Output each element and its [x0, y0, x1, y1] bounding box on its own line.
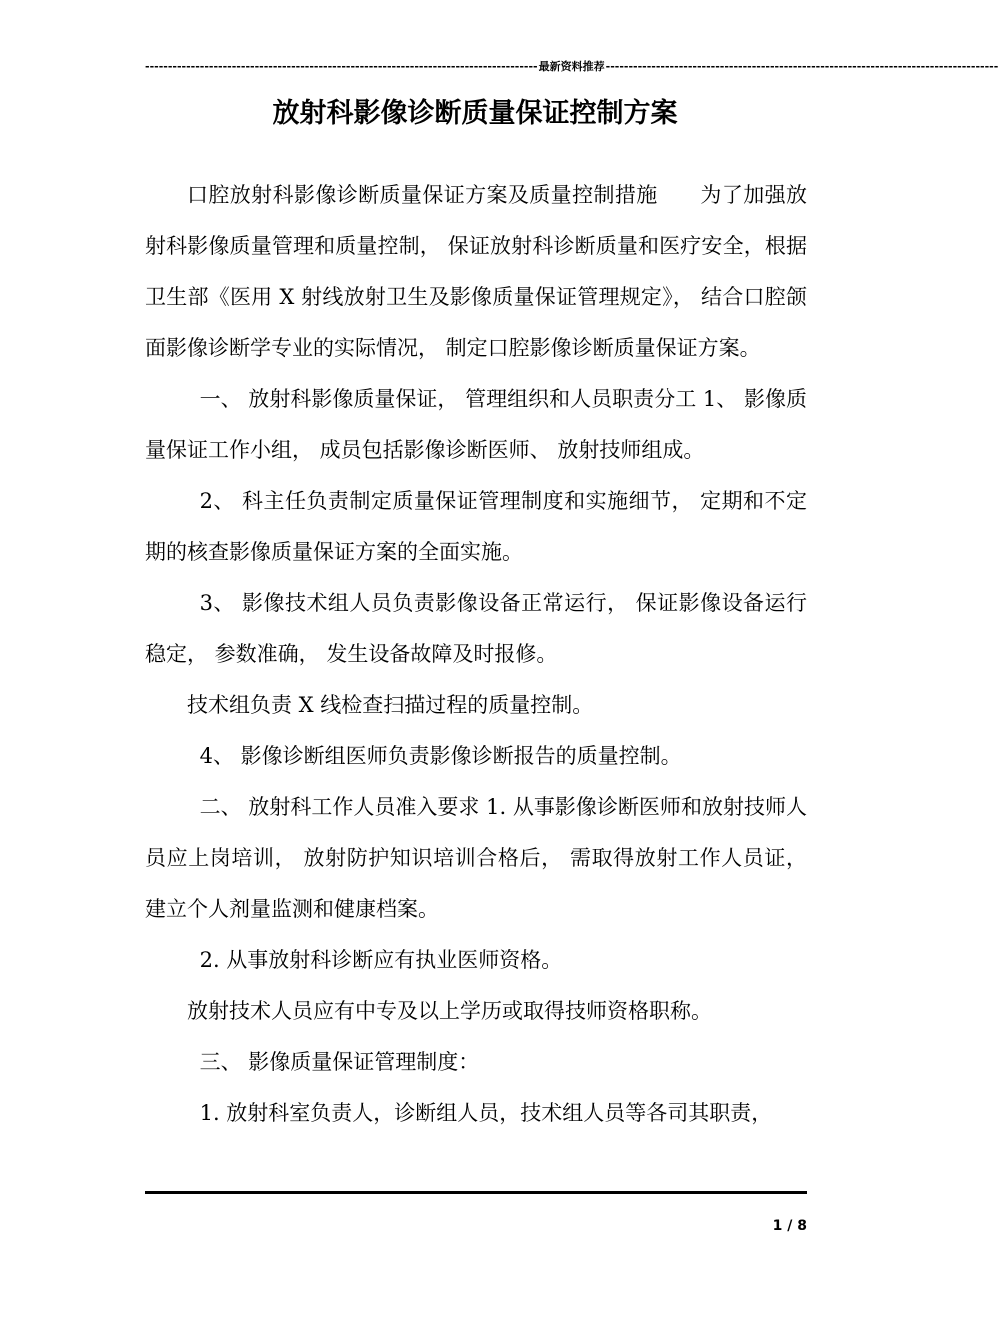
page-header: [145, 58, 998, 76]
paragraph-section-3: 三、 影像质量保证管理制度：: [199, 1050, 480, 1074]
paragraph-tech-staff: 放射技术人员应有中专及以上学历或取得技师资格职称。: [187, 999, 712, 1023]
footer-divider: [145, 1191, 807, 1194]
header-dashes-right: --------------------------------------------------------------------------------------: [605, 60, 998, 73]
header-label: 最新资料推荐: [538, 60, 605, 73]
document-title: 放射科影像诊断质量保证控制方案: [272, 98, 678, 129]
paragraph-section-1: 一、 放射科影像质量保证， 管理组织和人员职责分工 1、 影像质量保证工作小组， 成员包括影像诊断医师、 放射技师组成。: [145, 387, 807, 462]
paragraph-item-2: 2、 科主任负责制定质量保证管理制度和实施细节， 定期和不定期的核查影像质量保证方案的全面实施。: [145, 489, 807, 564]
paragraph-item-3: 3、 影像技术组人员负责影像设备正常运行， 保证影像设备运行稳定， 参数准确， 发生设备故障及时报修。: [145, 591, 807, 666]
paragraph-section-2: 二、 放射科工作人员准入要求 1. 从事影像诊断医师和放射技师人员应上岗培训， 放射防护知识培训合格后， 需取得放射工作人员证， 建立个人剂量监测和健康档案。: [145, 795, 807, 921]
page-number: 1 / 8: [772, 1218, 807, 1234]
paragraph-intro: 口腔放射科影像诊断质量保证方案及质量控制措施 为了加强放射科影像质量管理和质量控制， 保证放射科诊断质量和医疗安全，根据卫生部《医用 X 射线放射卫生及影像质量保证管理规定》， 结合口腔颌面影像诊断学专业的实际情况， 制定口腔影像诊断质量保证方案。: [145, 183, 807, 360]
document-body: [145, 170, 807, 1139]
paragraph-section-2-item-2: 2. 从事放射科诊断应有执业医师资格。: [199, 948, 563, 972]
header-dashes-left: --------------------------------------------------------------------------------------: [145, 60, 538, 73]
paragraph-item-4: 4、 影像诊断组医师负责影像诊断报告的质量控制。: [199, 744, 682, 768]
paragraph-section-3-item-1: 1. 放射科室负责人，诊断组人员，技术组人员等各司其职责，: [199, 1101, 773, 1125]
paragraph-tech-group: 技术组负责 X 线检查扫描过程的质量控制。: [187, 693, 594, 717]
